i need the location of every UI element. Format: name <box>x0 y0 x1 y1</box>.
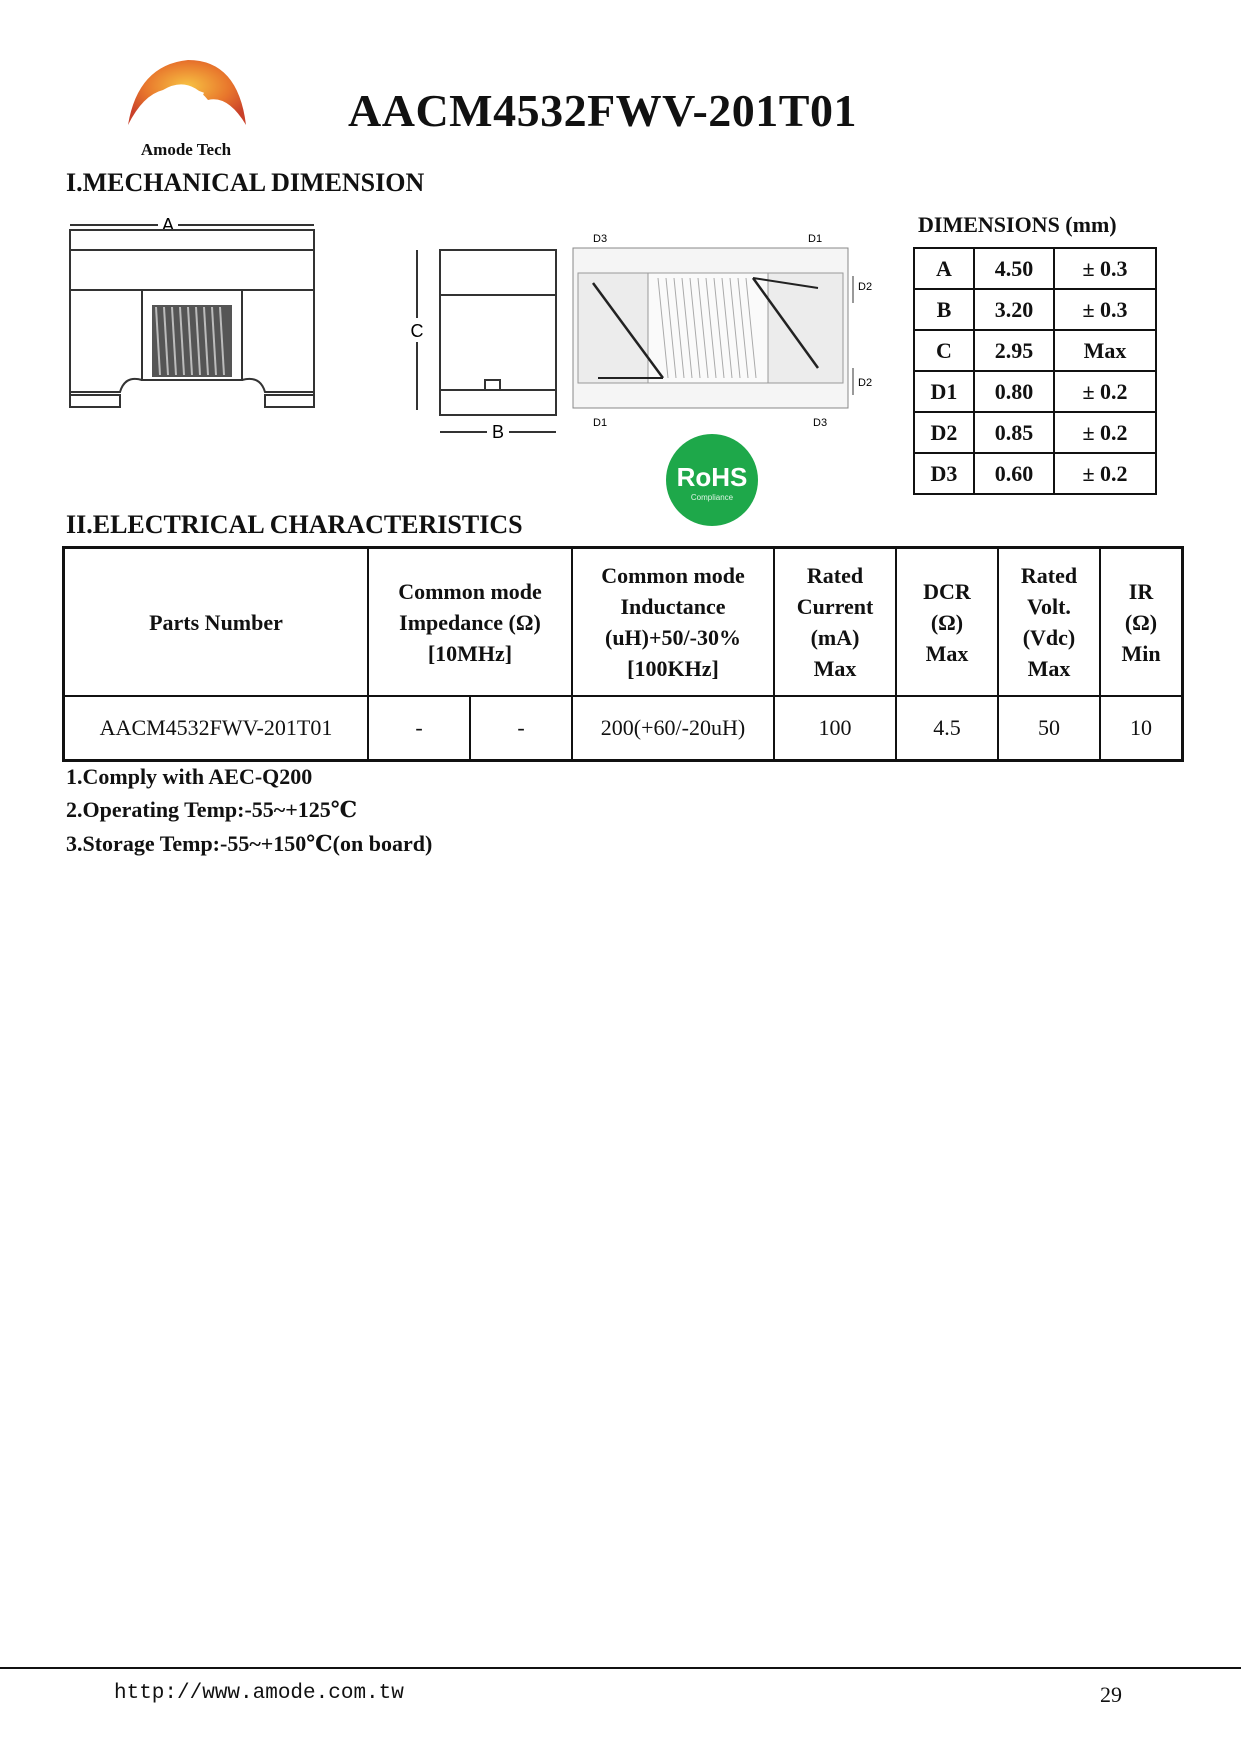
electrical-table <box>62 546 1184 762</box>
dimension-tolerance: ± 0.3 <box>1054 248 1156 289</box>
rohs-sub-text: Compliance <box>690 493 734 502</box>
note-3: 3.Storage Temp:-55~+150℃(on board) <box>66 831 433 856</box>
dimension-row <box>914 412 1156 453</box>
dim-label-d1-bottom: D1 <box>593 417 608 428</box>
header-inductance: Common mode Inductance (uH)+50/-30% [100KHz] <box>572 548 774 697</box>
dimension-name: D1 <box>914 371 974 412</box>
dimension-row <box>914 371 1156 412</box>
header-impedance: Common mode Impedance (Ω) [10MHz] <box>368 548 572 697</box>
dim-label-d3-bottom: D3 <box>813 417 828 428</box>
dimension-name: A <box>914 248 974 289</box>
logo-text: Amode Tech <box>140 140 232 159</box>
page-title: AACM4532FWV-201T01 <box>348 85 857 136</box>
dimension-row <box>914 453 1156 494</box>
dimension-value: 0.60 <box>974 453 1054 494</box>
front-view-drawing <box>60 210 320 415</box>
cell-rated-volt: 50 <box>998 696 1100 761</box>
dimension-tolerance: ± 0.3 <box>1054 289 1156 330</box>
section-heading-electrical: II.ELECTRICAL CHARACTERISTICS <box>66 510 523 539</box>
dimension-name: D3 <box>914 453 974 494</box>
note-1: 1.Comply with AEC-Q200 <box>66 764 313 789</box>
footer-divider <box>0 1667 1241 1669</box>
dim-label-d2-top: D2 <box>858 281 873 293</box>
dimension-tolerance: ± 0.2 <box>1054 453 1156 494</box>
dimension-value: 4.50 <box>974 248 1054 289</box>
dimension-row <box>914 289 1156 330</box>
dimension-value: 0.80 <box>974 371 1054 412</box>
dimension-value: 2.95 <box>974 330 1054 371</box>
dim-label-c: C <box>410 321 424 341</box>
dimensions-table <box>913 247 1157 495</box>
dimension-name: D2 <box>914 412 974 453</box>
dim-label-a: A <box>161 215 175 235</box>
page-number: 29 <box>1100 1682 1122 1707</box>
dimension-tolerance: ± 0.2 <box>1054 412 1156 453</box>
header-dcr: DCR (Ω) Max <box>896 548 998 697</box>
header-rated-volt: Rated Volt. (Vdc) Max <box>998 548 1100 697</box>
note-2: 2.Operating Temp:-55~+125℃ <box>66 797 358 822</box>
rohs-badge <box>665 429 759 531</box>
rohs-main-text: RoHS <box>676 462 748 492</box>
cell-dcr: 4.5 <box>896 696 998 761</box>
dimension-name: B <box>914 289 974 330</box>
dimensions-title: DIMENSIONS (mm) <box>918 212 1117 237</box>
cell-part-number: AACM4532FWV-201T01 <box>64 696 369 761</box>
dimension-tolerance: ± 0.2 <box>1054 371 1156 412</box>
dimension-value: 0.85 <box>974 412 1054 453</box>
cell-inductance: 200(+60/-20uH) <box>572 696 774 761</box>
section-heading-mechanical: I.MECHANICAL DIMENSION <box>66 168 425 197</box>
table-header-row <box>64 548 1183 697</box>
dimension-tolerance: Max <box>1054 330 1156 371</box>
cell-impedance-2: - <box>470 696 572 761</box>
dim-label-d1-top: D1 <box>808 233 823 245</box>
dimension-row <box>914 330 1156 371</box>
winding-view-drawing <box>568 228 908 428</box>
header-rated-current: Rated Current (mA) Max <box>774 548 896 697</box>
dimension-name: C <box>914 330 974 371</box>
cell-rated-current: 100 <box>774 696 896 761</box>
cell-impedance-1: - <box>368 696 470 761</box>
cell-ir: 10 <box>1100 696 1183 761</box>
side-view-drawing <box>405 240 565 440</box>
dim-label-d3-top: D3 <box>593 233 608 245</box>
table-row <box>64 696 1183 761</box>
dimension-row <box>914 248 1156 289</box>
header-ir: IR (Ω) Min <box>1100 548 1183 697</box>
dimension-value: 3.20 <box>974 289 1054 330</box>
dim-label-b: B <box>491 422 505 440</box>
footer-url[interactable]: http://www.amode.com.tw <box>114 1682 404 1705</box>
header-part-number: Parts Number <box>64 548 369 697</box>
dim-label-d2-bottom: D2 <box>858 377 873 389</box>
